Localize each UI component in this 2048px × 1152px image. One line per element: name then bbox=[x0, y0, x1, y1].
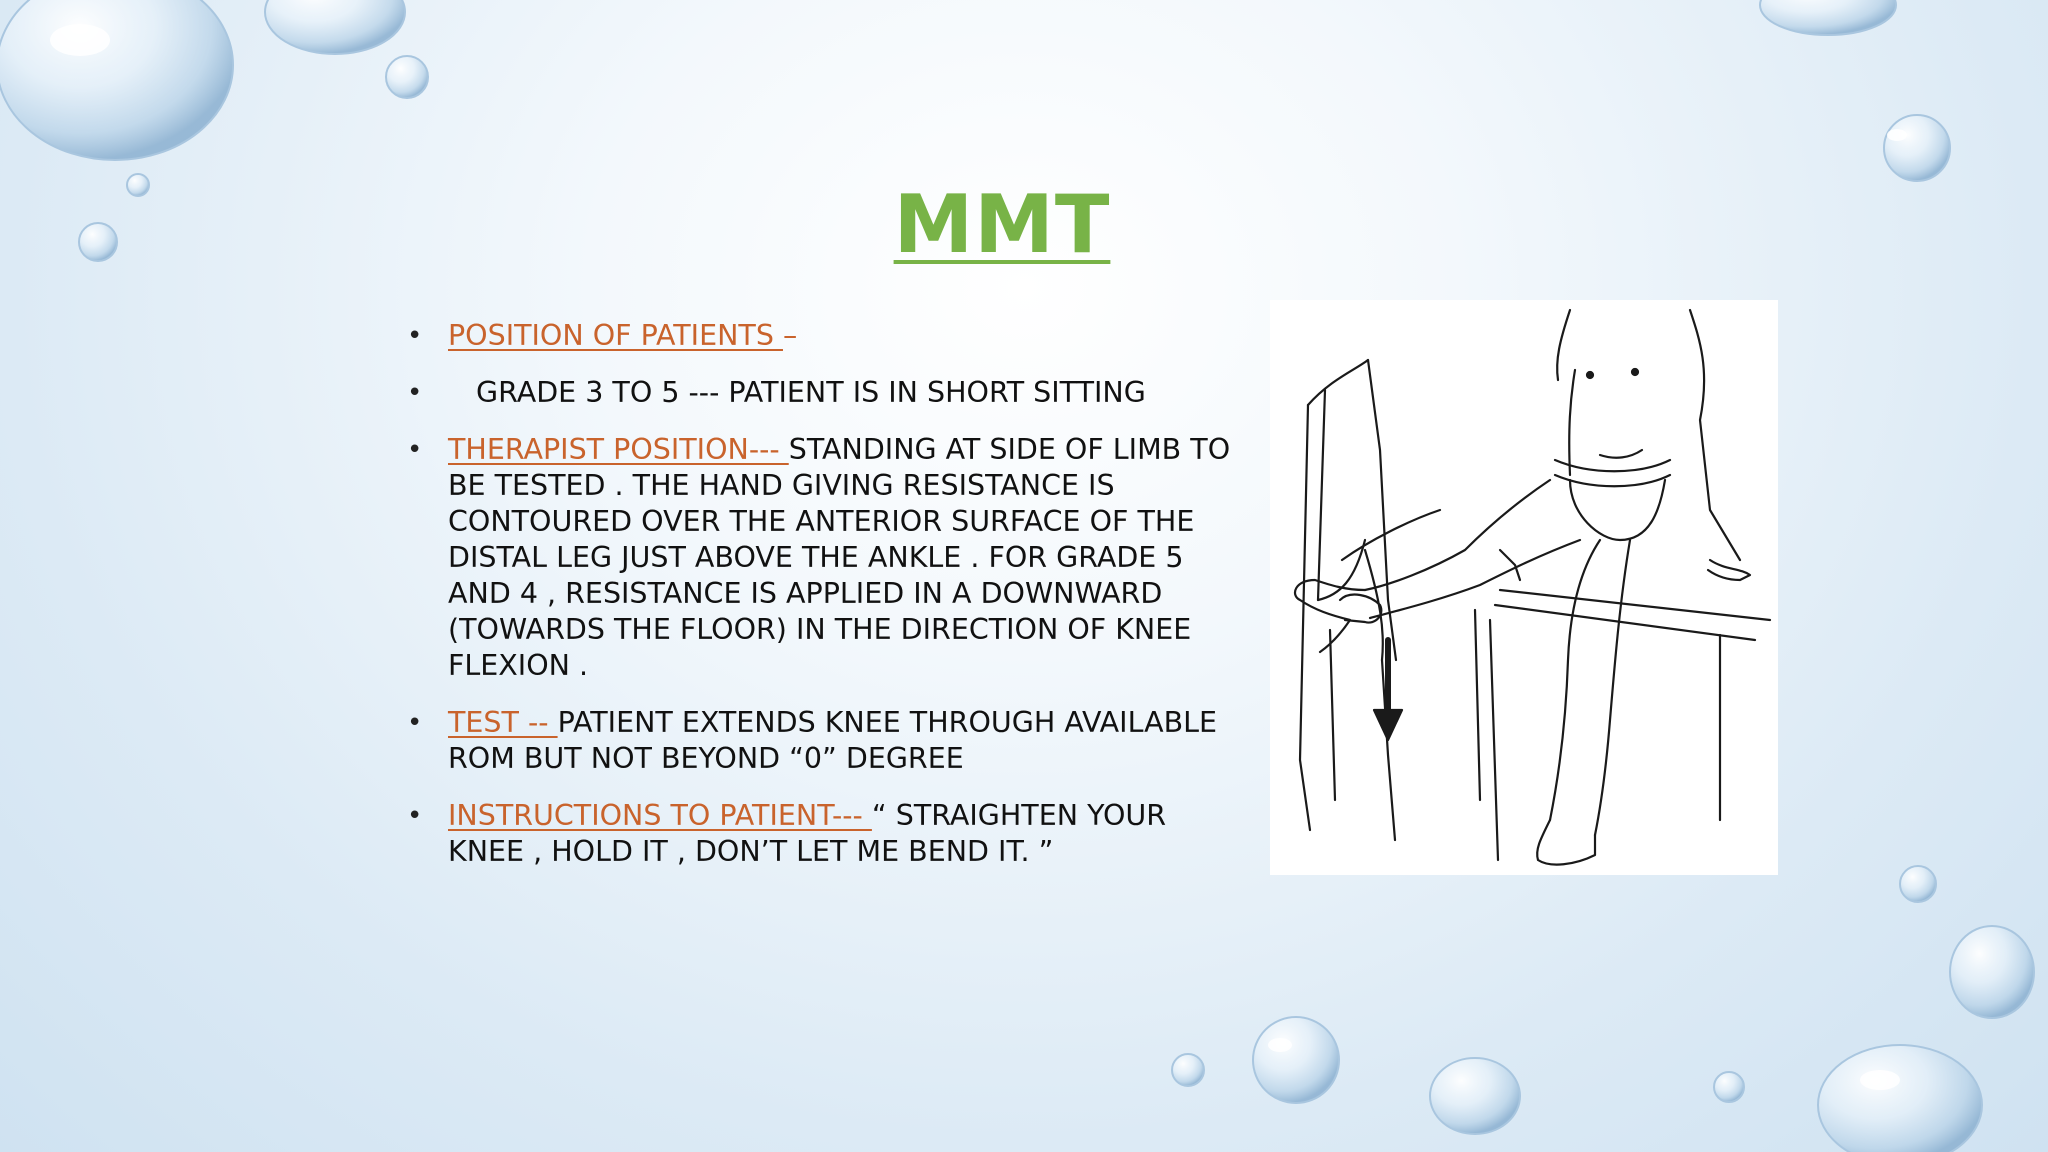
list-item bbox=[404, 432, 1234, 684]
bullet-icon: • bbox=[407, 435, 423, 465]
list-item bbox=[404, 705, 1234, 777]
bullet-icon: • bbox=[407, 378, 423, 408]
bullet-heading: POSITION OF PATIENTS bbox=[448, 319, 783, 352]
knee-extension-test-illustration bbox=[1270, 300, 1778, 875]
bullet-heading: INSTRUCTIONS TO PATIENT--- bbox=[448, 799, 872, 832]
bullet-heading: THERAPIST POSITION--- bbox=[448, 433, 789, 466]
bullet-text: PATIENT EXTENDS KNEE THROUGH AVAILABLE ROM BUT NOT BEYOND “0” DEGREE bbox=[448, 706, 1218, 775]
bullet-heading: TEST -- bbox=[448, 706, 558, 739]
slide-title: MMT bbox=[893, 178, 1111, 271]
bullet-list bbox=[404, 318, 1234, 891]
list-item bbox=[404, 798, 1234, 870]
bullet-dash: – bbox=[782, 319, 798, 352]
bullet-icon: • bbox=[407, 708, 423, 738]
bullet-icon: • bbox=[407, 801, 423, 831]
list-item bbox=[404, 375, 1234, 411]
bullet-text: GRADE 3 TO 5 --- PATIENT IS IN SHORT SITTING bbox=[476, 376, 1146, 409]
bullet-icon: • bbox=[407, 321, 423, 351]
bullet-text: STANDING AT SIDE OF LIMB TO BE TESTED . THE HAND GIVING RESISTANCE IS CONTOURED OVER THE ANTERIOR SURFACE OF THE DISTAL LEG JUST ABOVE THE ANKLE . FOR GRADE 5 AND 4 , RESISTANCE IS APPLIED IN A DOWNWARD (TOWARDS THE FLOOR) IN THE DIRECTION OF KNEE FLEXION . bbox=[448, 433, 1231, 682]
bullet-text: “ STRAIGHTEN YOUR KNEE , HOLD IT , DON’T LET ME BEND IT. ” bbox=[448, 799, 1167, 868]
list-item bbox=[404, 318, 1234, 354]
